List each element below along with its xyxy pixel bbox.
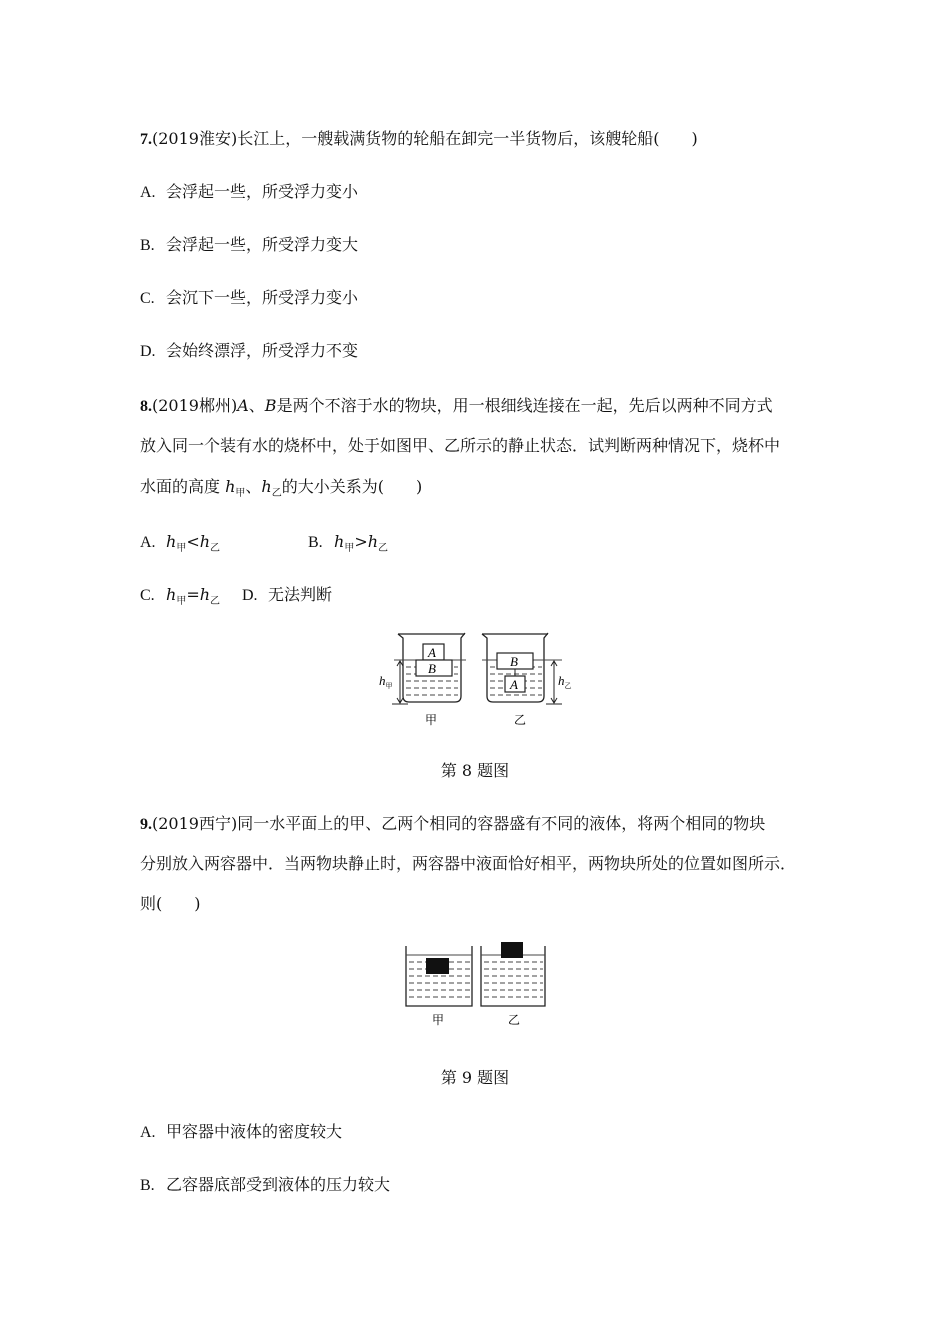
q8-option-a	[140, 531, 220, 560]
q8-option-b	[308, 531, 388, 560]
var-h: h	[261, 477, 272, 496]
q7-option-b	[140, 234, 358, 257]
subscript: 乙	[271, 488, 282, 500]
figure-9-caption: 第 9 题图	[440, 1068, 510, 1087]
fig8-cap-yi: 乙	[514, 713, 527, 727]
question-number: 9.	[140, 816, 152, 833]
operator: <	[186, 532, 200, 551]
option-letter: B.	[308, 534, 323, 551]
subscript: 甲	[344, 543, 355, 555]
operator: =	[186, 585, 200, 604]
question-8-stem-line-2	[140, 435, 780, 457]
operator: >	[354, 532, 368, 551]
q7-option-a	[140, 181, 358, 204]
option-letter: A.	[140, 534, 156, 551]
var-h: h	[199, 532, 211, 551]
h-jia-label	[379, 673, 393, 690]
h-var: h	[558, 673, 565, 688]
option-text: 会始终漂浮，所受浮力不变	[166, 341, 359, 360]
subscript: 甲	[235, 488, 246, 500]
question-number: 8.	[140, 398, 152, 415]
q9-option-b	[140, 1174, 390, 1197]
q9-option-a	[140, 1121, 342, 1144]
height-arrow-jia	[392, 661, 408, 704]
option-text: 无法判断	[268, 585, 333, 604]
fig9-cap-yi: 乙	[508, 1013, 521, 1027]
option-letter: B.	[140, 1177, 155, 1194]
question-text: (2019淮安)长江上，一艘载满货物的轮船在卸完一半货物后，该艘轮船( )	[152, 129, 698, 148]
question-source: (2019郴州)	[152, 396, 238, 415]
label-b-jia: B	[428, 661, 436, 676]
h-sub: 甲	[385, 682, 393, 690]
text-sep: 、	[245, 477, 262, 496]
label-b-yi: B	[510, 654, 518, 669]
question-8-stem-line-3	[140, 476, 422, 505]
label-a-jia: A	[428, 645, 436, 660]
fig8-cap-jia: 甲	[425, 713, 438, 727]
question-text: 则( )	[140, 894, 201, 913]
h-var: h	[379, 673, 386, 688]
question-text: 的大小关系为( )	[281, 477, 423, 496]
text-sep: 、	[248, 396, 265, 415]
question-8-stem-line-1	[140, 395, 773, 418]
option-letter: B.	[140, 237, 155, 254]
option-letter: A.	[140, 1124, 156, 1141]
block-yi	[501, 942, 523, 958]
label-a-yi: A	[510, 677, 518, 692]
option-letter: C.	[140, 290, 155, 307]
subscript: 乙	[210, 543, 221, 555]
liquid-yi	[481, 955, 545, 997]
h-yi-label	[558, 673, 572, 690]
question-text: 是两个不溶于水的物块，用一根细线连接在一起，先后以两种不同方式	[276, 396, 773, 415]
question-text: 分别放入两容器中．当两物块静止时，两容器中液面恰好相平，两物块所处的位置如图所示．	[140, 854, 797, 873]
option-letter: A.	[140, 184, 156, 201]
var-h: h	[199, 585, 211, 604]
option-letter: D.	[140, 343, 156, 360]
q8-option-c	[140, 584, 220, 613]
q8-option-d	[242, 584, 332, 607]
option-letter: D.	[242, 587, 258, 604]
q7-option-c	[140, 287, 358, 310]
var-b: B	[264, 396, 277, 415]
option-text: 会浮起一些，所受浮力变大	[166, 235, 359, 254]
var-h: h	[367, 532, 379, 551]
question-text: 放入同一个装有水的烧杯中，处于如图甲、乙所示的静止状态．试判断两种情况下，烧杯中	[140, 436, 781, 455]
question-9-stem-line-1	[140, 813, 765, 836]
subscript: 乙	[378, 543, 389, 555]
option-text: 甲容器中液体的密度较大	[166, 1122, 343, 1141]
var-h: h	[225, 477, 236, 496]
subscript: 甲	[176, 596, 187, 608]
fig9-cap-jia: 甲	[432, 1013, 445, 1027]
figure-8-diagram	[370, 626, 580, 730]
subscript: 乙	[210, 596, 221, 608]
q7-option-d	[140, 340, 358, 363]
question-9-stem-line-2	[140, 853, 796, 875]
question-7-stem	[140, 128, 698, 151]
option-text: 会沉下一些，所受浮力变小	[166, 288, 359, 307]
var-h: h	[166, 532, 177, 551]
option-text: 会浮起一些，所受浮力变小	[166, 182, 359, 201]
question-9-stem-line-3	[140, 893, 201, 915]
option-letter: C.	[140, 587, 155, 604]
question-number: 7.	[140, 131, 152, 148]
question-text: (2019西宁)同一水平面上的甲、乙两个相同的容器盛有不同的液体，将两个相同的物块	[152, 814, 766, 833]
subscript: 甲	[176, 543, 187, 555]
var-h: h	[166, 585, 177, 604]
h-sub: 乙	[564, 682, 572, 690]
var-a: A	[237, 396, 249, 415]
figure-9-diagram	[400, 938, 550, 1032]
block-jia	[426, 958, 449, 974]
figure-8-caption: 第 8 题图	[440, 761, 510, 780]
var-h: h	[334, 532, 345, 551]
question-text: 水面的高度	[140, 477, 226, 496]
option-text: 乙容器底部受到液体的压力较大	[166, 1175, 391, 1194]
